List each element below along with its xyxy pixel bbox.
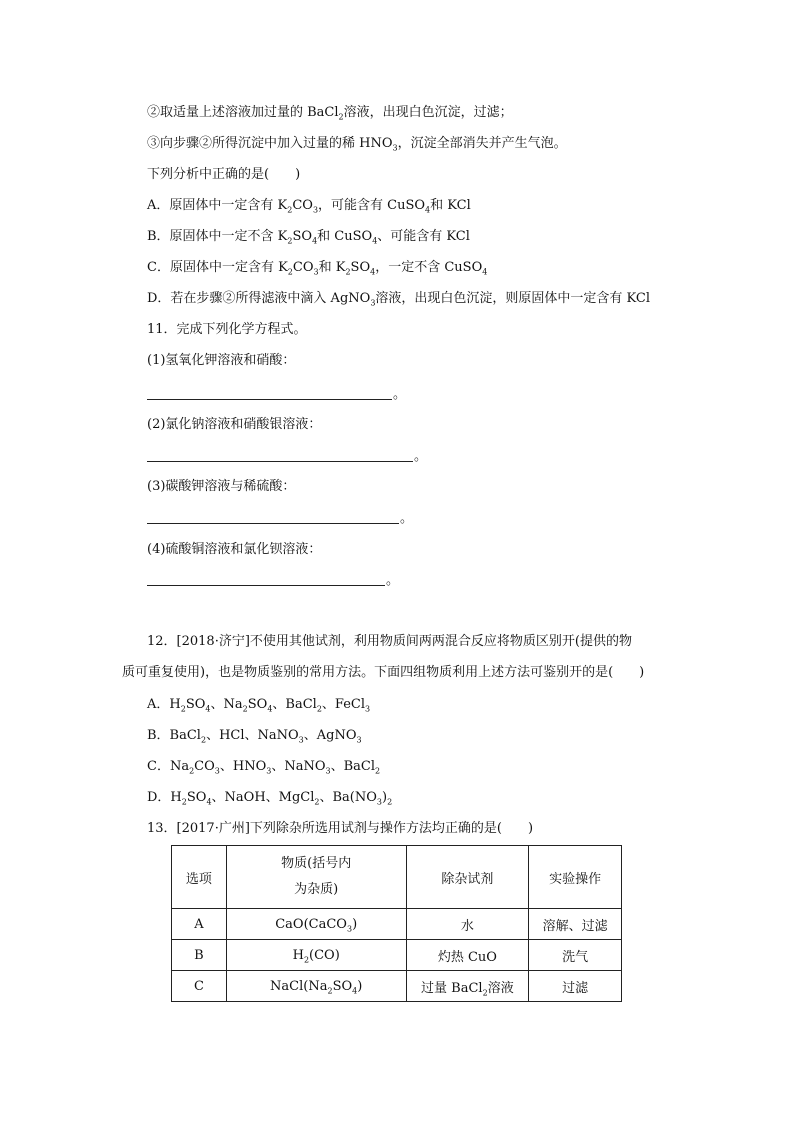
header-operation: 实验操作 <box>529 846 622 909</box>
header-reagent: 除杂试剂 <box>406 846 529 909</box>
q10-step3: ③向步骤②所得沉淀中加入过量的稀 $HNO_3$，沉淀全部消失并产生气泡。 <box>147 136 567 153</box>
q10-option-c: C．原固体中一定含有 $K_2CO_3$和 $K_2SO_4$，一定不含 CuSO$_4$ <box>147 260 488 277</box>
q11-answer-line-4[interactable] <box>147 571 385 586</box>
cell-substance: $H_2(CO)$ <box>226 940 406 971</box>
q13-table-header <box>172 846 622 909</box>
cell-operation: 洗气 <box>529 940 622 971</box>
q11-period-1: 。 <box>393 387 407 402</box>
cell-operation: 溶解、过滤 <box>529 909 622 940</box>
q11-answer-line-1[interactable] <box>147 385 392 400</box>
cell-operation: 过滤 <box>529 971 622 1002</box>
header-substance: 物质(括号内 为杂质) <box>226 846 406 909</box>
header-option: 选项 <box>172 846 227 909</box>
table-row <box>172 940 622 971</box>
q11-answer-line-3[interactable] <box>147 509 399 524</box>
cell-reagent: 水 <box>406 909 529 940</box>
q11-part2: (2)氯化钠溶液和硝酸银溶液： <box>147 417 322 432</box>
q10-option-d: D．若在步骤②所得滤液中滴入 AgNO$_3$溶液，出现白色沉淀，则原固体中一定含有 KCl <box>147 291 651 308</box>
q12-stem-line1: 12．[2018·济宁]不使用其他试剂，利用物质间两两混合反应将物质区别开(提供的物 <box>147 634 632 649</box>
cell-substance: CaO(CaCO$_3$) <box>226 909 406 940</box>
table-row <box>172 909 622 940</box>
cell-option: B <box>172 940 227 971</box>
cell-substance: $NaCl(Na_2SO_4)$ <box>226 971 406 1002</box>
cell-option: A <box>172 909 227 940</box>
cell-option: C <box>172 971 227 1002</box>
q11-part3: (3)碳酸钾溶液与稀硫酸： <box>147 479 296 494</box>
q10-stem: 下列分析中正确的是( ) <box>147 167 301 182</box>
q11-title: 11．完成下列化学方程式。 <box>147 322 307 337</box>
q12-option-b: B．BaCl$_2$、HCl、NaNO$_3$、AgNO$_3$ <box>147 728 362 745</box>
q11-answer-line-2[interactable] <box>147 447 413 462</box>
q11-part4: (4)硫酸铜溶液和氯化钡溶液： <box>147 542 322 557</box>
q12-option-a: A．$H_2SO_4$、$Na_2SO_4$、BaCl$_2$、FeCl$_3$ <box>147 697 371 714</box>
q10-option-a: A．原固体中一定含有 $K_2CO_3$，可能含有 CuSO$_4$和 KCl <box>147 198 471 215</box>
q10-step2: ②取适量上述溶液加过量的 BaCl$_2$溶液，出现白色沉淀，过滤； <box>147 105 513 122</box>
q11-part1: (1)氢氧化钾溶液和硝酸： <box>147 353 296 368</box>
q11-period-4: 。 <box>386 573 400 588</box>
q11-period-3: 。 <box>400 511 414 526</box>
table-row <box>172 971 622 1002</box>
q12-option-d: D．$H_2SO_4$、NaOH、MgCl$_2$、$Ba(NO_3)_2$ <box>147 790 393 807</box>
cell-reagent: 过量 BaCl$_2$溶液 <box>406 971 529 1002</box>
q12-option-c: C．$Na_2CO_3$、$HNO_3$、NaNO$_3$、BaCl$_2$ <box>147 759 381 776</box>
q13-title: 13．[2017·广州]下列除杂所选用试剂与操作方法均正确的是( ) <box>147 821 534 836</box>
q13-table <box>171 845 622 1002</box>
q12-stem-line2: 质可重复使用)，也是物质鉴别的常用方法。下面四组物质利用上述方法可鉴别开的是( ) <box>122 665 645 680</box>
q11-period-2: 。 <box>414 449 428 464</box>
cell-reagent: 灼热 CuO <box>406 940 529 971</box>
q10-option-b: B．原固体中一定不含 $K_2SO_4$和 CuSO$_4$、可能含有 KCl <box>147 229 470 246</box>
